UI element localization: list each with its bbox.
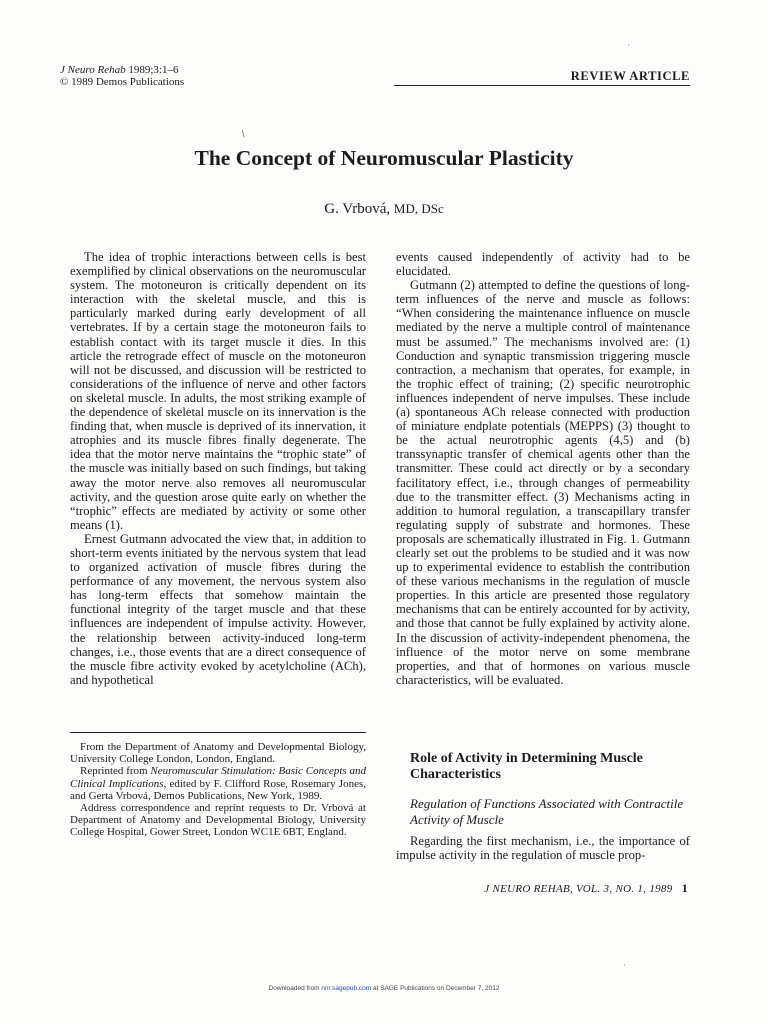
running-footer-text: J NEURO REHAB, VOL. 3, NO. 1, 1989 bbox=[484, 883, 673, 895]
body-paragraph: events caused independently of activity had to be elucidated. bbox=[396, 250, 690, 279]
author-line bbox=[0, 201, 768, 218]
download-notice bbox=[0, 985, 768, 992]
journal-short-name: J Neuro Rehab bbox=[60, 64, 126, 76]
reprint-note bbox=[70, 765, 366, 802]
running-footer bbox=[484, 881, 688, 896]
section-heading: Role of Activity in Determining Muscle Characteristics bbox=[410, 751, 643, 782]
stray-dot-lower: · bbox=[623, 960, 626, 970]
author-name: G. Vrbová, bbox=[324, 201, 391, 217]
header-rule bbox=[394, 85, 690, 86]
download-prefix: Downloaded from bbox=[268, 985, 322, 992]
stray-dot: · bbox=[627, 40, 630, 50]
author-degrees: MD, DSc bbox=[393, 201, 444, 216]
section-text bbox=[396, 834, 690, 862]
reprint-prefix: Reprinted from bbox=[80, 765, 151, 778]
body-column-left bbox=[70, 250, 366, 687]
reprint-suffix: , edited by F. Clifford Rose, Rosemary Jones, and Gerta Vrbová, Demos Publications, New York, 1989. bbox=[70, 777, 366, 802]
journal-volume-pages: 1989;3:1–6 bbox=[125, 64, 179, 76]
page-number: 1 bbox=[681, 881, 688, 895]
body-paragraph: Regarding the first mechanism, i.e., the importance of impulse activity in the regulation of muscle prop- bbox=[396, 834, 690, 863]
download-suffix: at SAGE Publications on December 7, 2012 bbox=[371, 985, 500, 992]
stray-mark: / bbox=[238, 128, 249, 140]
subsection-heading: Regulation of Functions Associated with Contractile Activity of Muscle bbox=[410, 796, 684, 827]
copyright-line: © 1989 Demos Publications bbox=[60, 76, 185, 88]
download-link[interactable]: nnr.sagepub.com bbox=[321, 985, 372, 992]
journal-citation bbox=[60, 64, 184, 88]
footnote-rule bbox=[70, 732, 366, 733]
body-paragraph: Gutmann (2) attempted to define the questions of long-term influences of the nerve and muscle as follows: “When considering the maintenance influence on muscle mediated by the nerve a multiple control of maintenance must be assumed.” The mechanisms involved are: (1) Conduction and synaptic transmission triggering muscle contraction, a mechanism that operates, for example, in the trophic effect of training; (2) specific neurotrophic influences independent of nerve impulses. These include (a) spontaneous ACh release connected with production of miniature endplate potentials (MEPPS) (3) thought to be the actual neurotrophic agents (4,5) and (b) transsynaptic transfer of chemical agents other than the transmitter. These could act directly or by a secondary facilitatory effect, i.e., through changes of permeability due to the transmitter effect. (3) Mechanisms acting in addition to humoral regulation, a transcapillary transfer regulating supply of substrate and hormones. These proposals are schematically illustrated in Fig. 1. Gutmann clearly set out the problems to be studied and it was now up to experimental evidence to establish the contribution of these various mechanisms in the regulation of muscle properties. In this article are presented those regulatory mechanisms that can be entirely accounted for by activity, and those that cannot be fully explained by activity alone. In the discussion of activity-independent phenomena, the influence of the motor nerve on some membrane properties, and that of hormones on various muscle characteristics, will be evaluated. bbox=[396, 278, 690, 687]
correspondence-note: Address correspondence and reprint requests to Dr. Vrbová at Department of Anatomy and Developmental Biology, University College Hospital, Gower Street, London WC1E 6BT, England. bbox=[70, 802, 366, 839]
body-paragraph: Ernest Gutmann advocated the view that, in addition to short-term events initiated by the nervous system that lead to organized activation of muscle fibres during the performance of any movement, the nervous system also has long-term effects that somehow maintain the functional integrity of the target muscle and that these influences are independent of impulse activity. However, the relationship between activity-induced long-term changes, i.e., those events that are a direct consequence of the muscle fibre activity evoked by acetylcholine (ACh), and hypothetical bbox=[70, 531, 366, 687]
article-type-label: REVIEW ARTICLE bbox=[570, 69, 690, 83]
affiliation-note: From the Department of Anatomy and Developmental Biology, University College London, London, England. bbox=[70, 741, 366, 766]
body-column-right bbox=[396, 250, 690, 687]
footnotes bbox=[70, 741, 366, 839]
reprint-source: Neuromuscular Stimulation: Basic Concepts and Clinical Implications bbox=[70, 765, 366, 790]
article-title: The Concept of Neuromuscular Plasticity bbox=[194, 146, 574, 170]
body-paragraph: The idea of trophic interactions between cells is best exemplified by clinical observations on the neuromuscular system. The motoneuron is critically dependent on its interaction with the skeletal muscle, and this is particularly marked during early development of all vertebrates. If by a certain stage the motoneuron fails to establish contact with its target muscle it dies. In this article the retrograde effect of muscle on the motoneuron will not be discussed, and discussion will be restricted to considerations of the influence of nerve and other factors on skeletal muscle. In adults, the most striking example of the dependence of skeletal muscle on its innervation is the finding that, when muscle is deprived of its innervation, it atrophies and its muscle fibres finally degenerate. The idea that the motor nerve maintains the “trophic state” of the muscle was initially based on such findings, but taking away the motor nerve also removes all neuromuscular activity, and the question arose quite early on whether the “trophic” effects are mediated by activity or some other means (1). bbox=[70, 250, 366, 532]
